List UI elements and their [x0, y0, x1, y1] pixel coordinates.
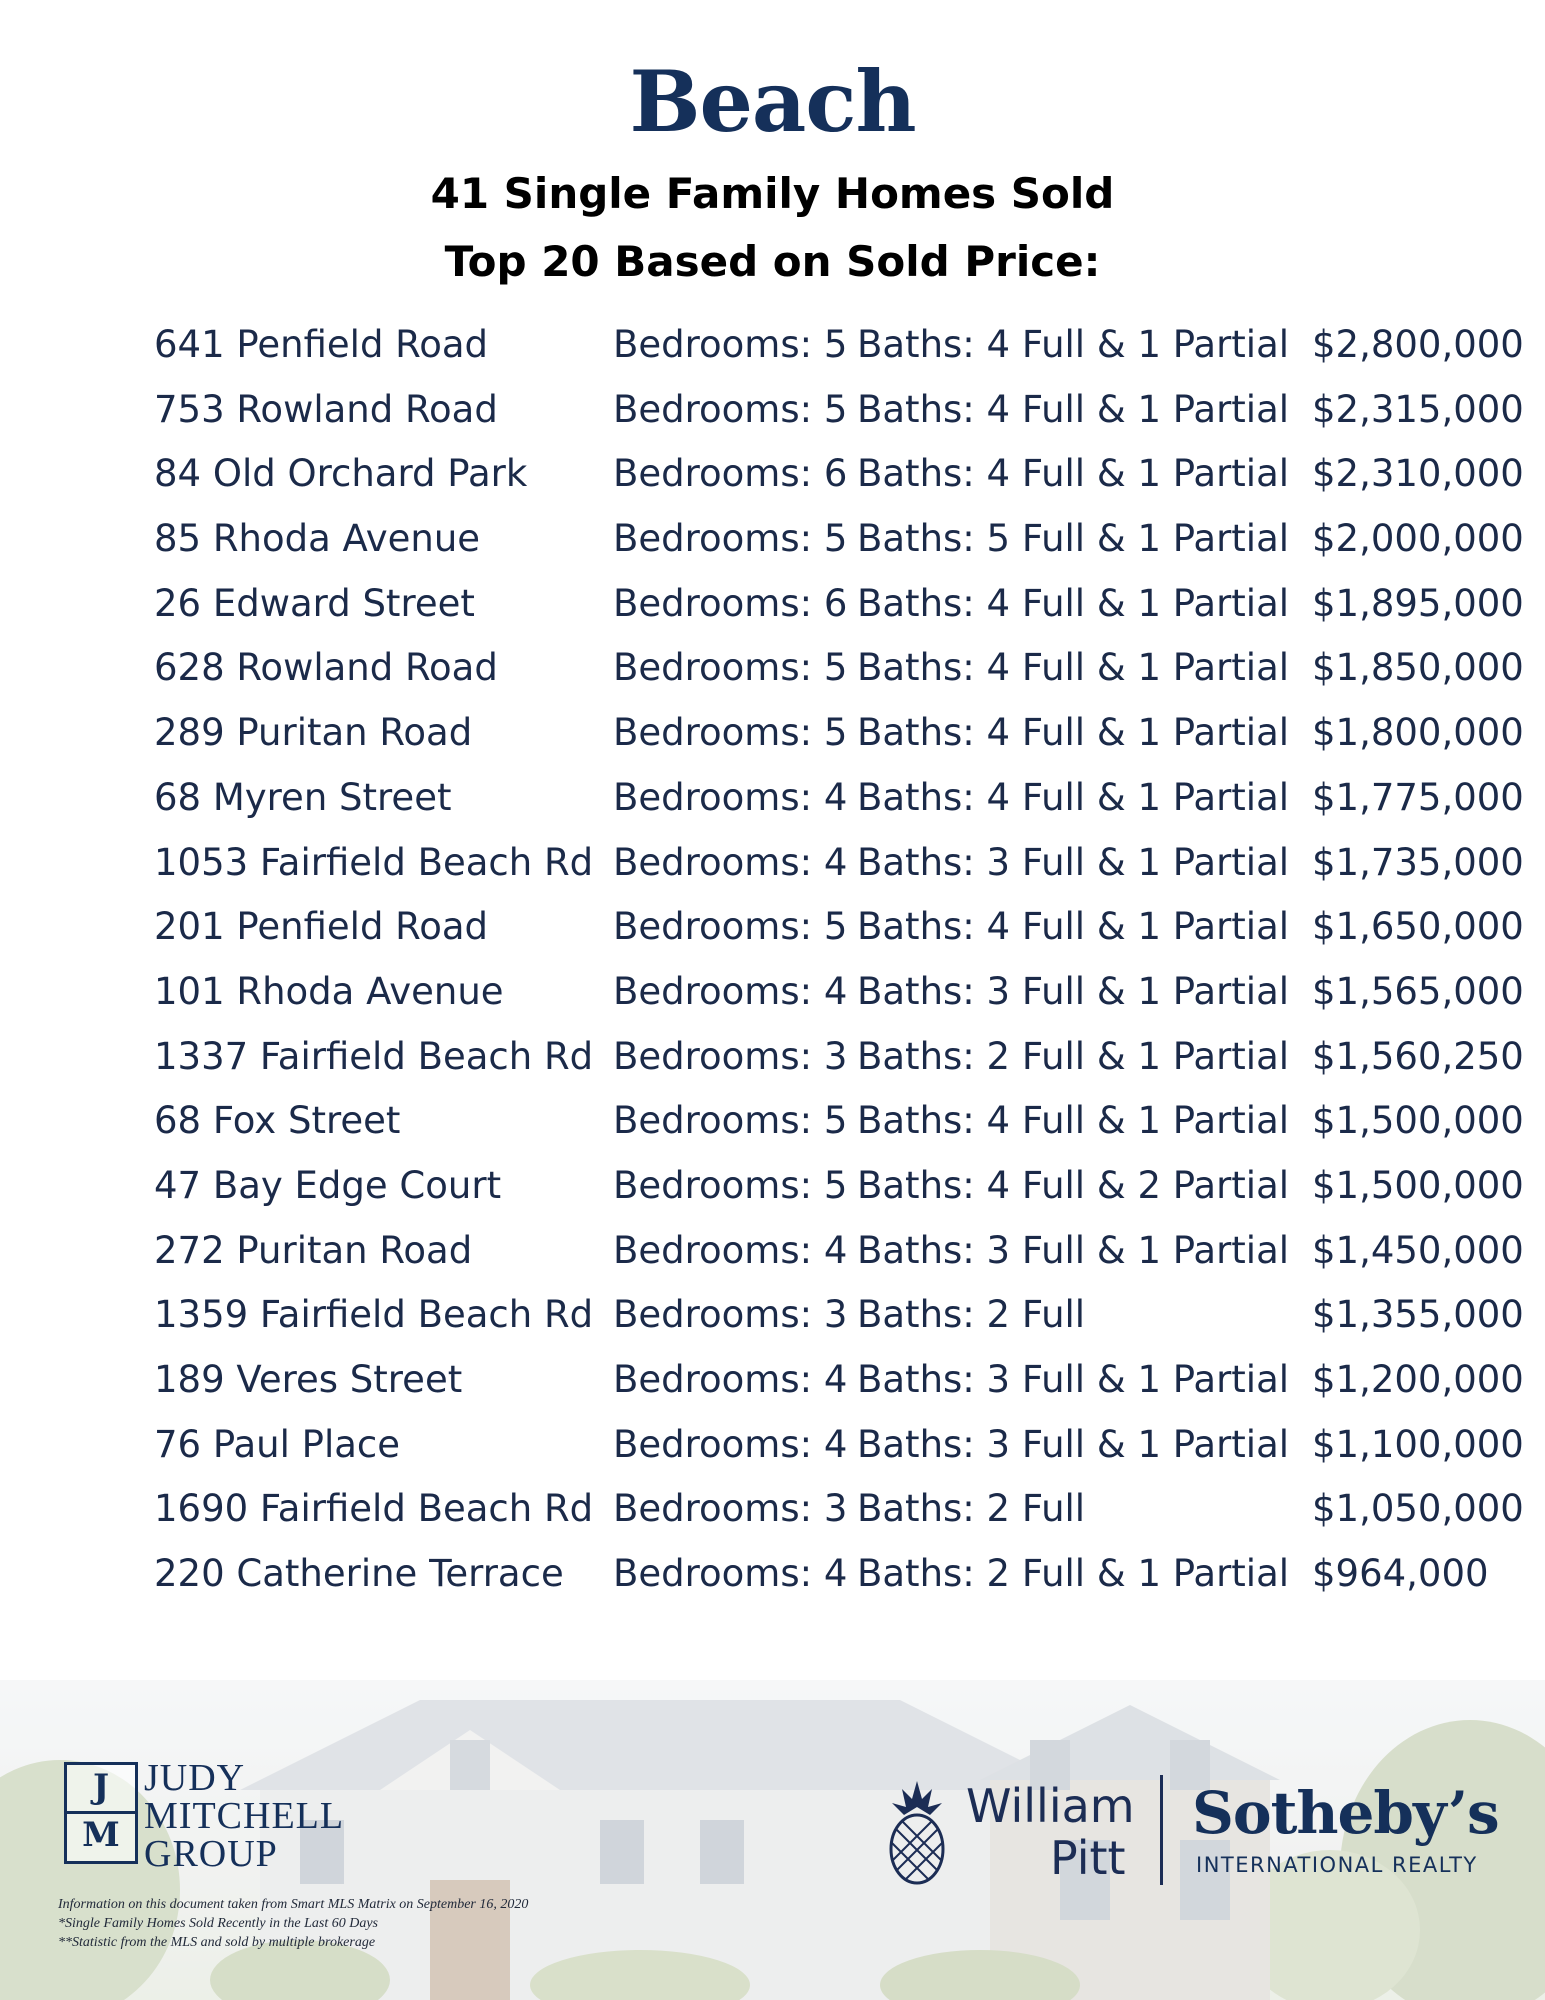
page-title: Beach — [629, 52, 916, 151]
listing-address: 272 Puritan Road — [154, 1228, 473, 1272]
listing-row — [154, 770, 1524, 835]
group-name-line3: GROUP — [144, 1833, 278, 1875]
listing-baths: Baths: 3 Full & 1 Partial — [857, 1358, 1290, 1401]
listing-row — [154, 705, 1524, 770]
listing-baths: Baths: 4 Full & 1 Partial — [857, 323, 1290, 366]
listing-address: 101 Rhoda Avenue — [154, 969, 504, 1013]
listing-baths: Baths: 3 Full & 1 Partial — [857, 840, 1290, 884]
listing-baths: Baths: 4 Full & 1 Partial — [857, 452, 1290, 496]
listing-baths: Baths: 4 Full & 2 Partial — [857, 1163, 1290, 1207]
listing-price: $1,895,000 — [1312, 581, 1524, 625]
listing-price: $1,500,000 — [1312, 1163, 1524, 1207]
listing-address: 85 Rhoda Avenue — [154, 517, 481, 561]
listing-address: 189 Veres Street — [154, 1358, 463, 1401]
listing-price: $1,850,000 — [1312, 646, 1524, 690]
listing-baths: Baths: 3 Full & 1 Partial — [857, 1228, 1290, 1272]
listing-row — [154, 1417, 1524, 1482]
listing-row — [154, 446, 1524, 511]
listing-row — [154, 1481, 1524, 1546]
listing-baths: Baths: 3 Full & 1 Partial — [857, 969, 1290, 1013]
listing-row — [154, 382, 1524, 447]
listing-price: $1,100,000 — [1312, 1422, 1524, 1466]
listing-baths: Baths: 3 Full & 1 Partial — [857, 1422, 1290, 1466]
listing-price: $1,500,000 — [1312, 1099, 1524, 1143]
brokerage-name-line2: Pitt — [1050, 1831, 1126, 1885]
listing-address: 641 Penfield Road — [154, 323, 489, 366]
monogram-letter-m: M — [82, 1815, 120, 1855]
listing-bedrooms: Bedrooms: 3 — [613, 1487, 848, 1531]
listing-price: $2,800,000 — [1312, 323, 1524, 366]
listing-baths: Baths: 4 Full & 1 Partial — [857, 646, 1290, 690]
listing-row — [154, 1093, 1524, 1158]
listing-row — [154, 1287, 1524, 1352]
listing-baths: Baths: 4 Full & 1 Partial — [857, 775, 1290, 819]
listing-bedrooms: Bedrooms: 5 — [613, 517, 848, 561]
listing-row — [154, 1029, 1524, 1094]
listing-bedrooms: Bedrooms: 5 — [613, 711, 848, 755]
listing-address: 289 Puritan Road — [154, 711, 473, 755]
listing-price: $1,775,000 — [1312, 775, 1524, 819]
listing-bedrooms: Bedrooms: 4 — [613, 840, 848, 884]
listing-address: 47 Bay Edge Court — [154, 1163, 502, 1207]
listing-address: 26 Edward Street — [154, 581, 475, 625]
listing-price: $2,000,000 — [1312, 517, 1524, 561]
listing-bedrooms: Bedrooms: 4 — [613, 1358, 848, 1401]
listing-row — [154, 317, 1524, 382]
listing-address: 1359 Fairfield Beach Rd — [154, 1293, 594, 1337]
listing-price: $1,560,250 — [1312, 1034, 1524, 1078]
listing-bedrooms: Bedrooms: 5 — [613, 1163, 848, 1207]
listing-bedrooms: Bedrooms: 5 — [613, 387, 848, 431]
judy-mitchell-group-logo — [60, 1757, 360, 1875]
listing-price: $1,355,000 — [1312, 1293, 1524, 1337]
listing-row — [154, 1223, 1524, 1288]
listing-bedrooms: Bedrooms: 5 — [613, 646, 848, 690]
listings-table — [154, 317, 1524, 1611]
listing-baths: Baths: 4 Full & 1 Partial — [857, 581, 1290, 625]
listing-baths: Baths: 4 Full & 1 Partial — [857, 387, 1290, 431]
listing-price: $1,800,000 — [1312, 711, 1524, 755]
listing-price: $1,050,000 — [1312, 1487, 1524, 1531]
listing-baths: Baths: 5 Full & 1 Partial — [857, 517, 1290, 561]
listing-bedrooms: Bedrooms: 4 — [613, 1552, 848, 1596]
listing-bedrooms: Bedrooms: 4 — [613, 969, 848, 1013]
listing-price: $2,310,000 — [1312, 452, 1524, 496]
listing-address: 84 Old Orchard Park — [154, 452, 528, 496]
listing-baths: Baths: 2 Full & 1 Partial — [857, 1552, 1290, 1596]
listing-price: $1,735,000 — [1312, 840, 1524, 884]
listing-bedrooms: Bedrooms: 3 — [613, 1034, 848, 1078]
listing-bedrooms: Bedrooms: 3 — [613, 1293, 848, 1337]
sothebys-subtitle: INTERNATIONAL REALTY — [1196, 1853, 1478, 1877]
listing-baths: Baths: 4 Full & 1 Partial — [857, 1099, 1290, 1143]
listing-address: 76 Paul Place — [154, 1422, 401, 1466]
listing-bedrooms: Bedrooms: 5 — [613, 323, 848, 366]
listing-row — [154, 1352, 1524, 1417]
listing-row — [154, 576, 1524, 641]
disclaimer-statistic: **Statistic from the MLS and sold by multiple brokerage — [58, 1935, 376, 1950]
brokerage-name-line1: William — [966, 1779, 1135, 1833]
listing-price: $1,200,000 — [1312, 1358, 1524, 1401]
listing-price: $964,000 — [1312, 1552, 1489, 1596]
disclaimer-recent-sales: *Single Family Homes Sold Recently in the Last 60 Days — [58, 1916, 378, 1931]
listing-address: 220 Catherine Terrace — [154, 1552, 564, 1596]
listing-row — [154, 1546, 1514, 1611]
footer-banner — [0, 1680, 1545, 2000]
listing-bedrooms: Bedrooms: 4 — [613, 1422, 848, 1466]
listing-bedrooms: Bedrooms: 5 — [613, 1099, 848, 1143]
listing-bedrooms: Bedrooms: 5 — [613, 905, 848, 949]
listing-baths: Baths: 2 Full — [857, 1487, 1086, 1531]
listing-address: 201 Penfield Road — [154, 905, 489, 949]
subtitle-top-20: Top 20 Based on Sold Price: — [444, 237, 1101, 286]
listing-bedrooms: Bedrooms: 6 — [613, 452, 848, 496]
listing-row — [154, 1158, 1524, 1223]
monogram-letter-j: J — [92, 1767, 110, 1807]
listing-price: $1,565,000 — [1312, 969, 1524, 1013]
group-name-line1: JUDY — [144, 1757, 246, 1799]
listing-address: 628 Rowland Road — [154, 646, 498, 690]
listing-row — [154, 640, 1524, 705]
listing-bedrooms: Bedrooms: 6 — [613, 581, 848, 625]
group-name-line2: MITCHELL — [144, 1795, 345, 1837]
brand-divider — [1160, 1775, 1163, 1885]
listing-price: $2,315,000 — [1312, 387, 1524, 431]
jm-monogram-icon — [64, 1762, 138, 1864]
pineapple-icon — [882, 1777, 952, 1887]
listing-address: 1337 Fairfield Beach Rd — [154, 1034, 594, 1078]
listing-baths: Baths: 2 Full — [857, 1293, 1086, 1337]
listing-address: 68 Myren Street — [154, 775, 452, 819]
listing-row — [154, 899, 1524, 964]
listing-row — [154, 964, 1524, 1029]
sothebys-brand: Sotheby’s — [1192, 1779, 1499, 1847]
listing-address: 1690 Fairfield Beach Rd — [154, 1487, 594, 1531]
listing-baths: Baths: 4 Full & 1 Partial — [857, 711, 1290, 755]
listing-row — [154, 511, 1524, 576]
listing-baths: Baths: 4 Full & 1 Partial — [857, 905, 1290, 949]
listing-address: 68 Fox Street — [154, 1099, 401, 1143]
listing-price: $1,650,000 — [1312, 905, 1524, 949]
subtitle-homes-sold: 41 Single Family Homes Sold — [430, 169, 1115, 218]
listing-bedrooms: Bedrooms: 4 — [613, 775, 848, 819]
listing-price: $1,450,000 — [1312, 1228, 1524, 1272]
listing-baths: Baths: 2 Full & 1 Partial — [857, 1034, 1290, 1078]
disclaimer-source: Information on this document taken from Smart MLS Matrix on September 16, 2020 — [58, 1897, 529, 1912]
listing-row — [154, 835, 1524, 900]
listing-bedrooms: Bedrooms: 4 — [613, 1228, 848, 1272]
listing-address: 753 Rowland Road — [154, 387, 498, 431]
listing-address: 1053 Fairfield Beach Rd — [154, 840, 594, 884]
